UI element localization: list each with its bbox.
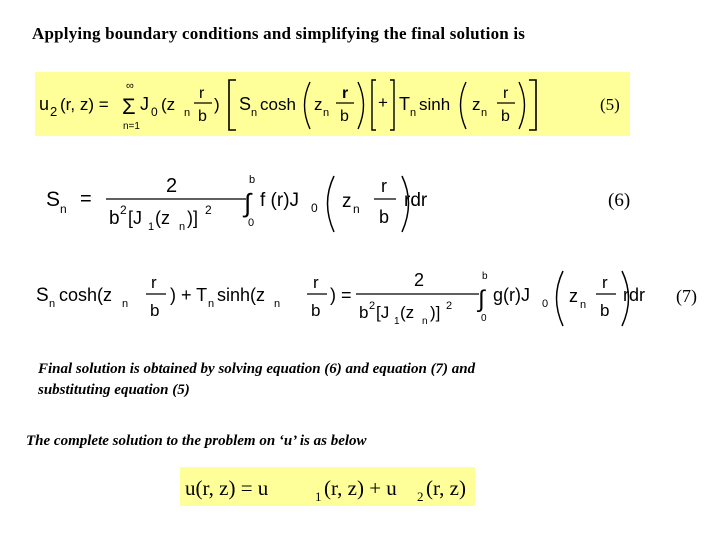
eq6-integrand: f (r)J [260, 190, 300, 211]
equation-5 [35, 72, 630, 136]
final-mid: (r, z) + u [324, 476, 397, 500]
svg-text:): ) [214, 95, 220, 114]
eq5-sum: Σ [122, 94, 136, 119]
eq5-frac2-den: b [340, 108, 349, 125]
eq5-args: (r, z) = [60, 95, 109, 114]
equation-6 [40, 168, 680, 240]
eq7-frac2-num: r [313, 273, 319, 292]
eq5-sum-top: ∞ [126, 80, 134, 92]
eq5-T-sub: n [410, 107, 417, 119]
eq6-eq: = [80, 188, 92, 210]
eq5-plus: + [378, 93, 388, 112]
eq5-frac3-den: b [501, 108, 510, 125]
eq7-den-close: )] [430, 303, 441, 322]
eq5-u-sub: 2 [50, 104, 58, 119]
eq6-integrand-sub: 0 [311, 201, 318, 215]
eq7-T-sub: n [208, 298, 215, 310]
eq5-bessel-sub: 0 [151, 105, 158, 119]
eq6-frac-den: b [379, 207, 390, 227]
eq7-cosh-sub: n [122, 298, 129, 310]
eq7-close-plus: ) + T [170, 285, 208, 305]
eq7-int-bottom: 0 [481, 313, 487, 324]
note-final-solution [38, 359, 475, 401]
eq5-zn-sub: n [184, 107, 191, 119]
eq5-cosh: cosh [260, 95, 296, 114]
eq7-tail: rdr [623, 285, 645, 305]
final-lhs: u(r, z) = u [185, 476, 269, 500]
eq7-frac2-den: b [311, 301, 321, 320]
eq6-int-bottom: 0 [248, 217, 255, 229]
eq7-num: 2 [414, 270, 425, 290]
final-rhs: (r, z) [426, 476, 466, 500]
eq5-S-sub: n [251, 107, 258, 119]
eq7-den-sq: 2 [369, 300, 376, 312]
eq5-z2-sub: n [481, 107, 488, 119]
final-u1-sub: 1 [315, 489, 322, 504]
eq7-frac1-num: r [151, 273, 157, 292]
eq5-frac1-den: b [198, 108, 207, 125]
eq7-number: (7) [676, 286, 697, 306]
eq7-den-z-sub: n [422, 316, 428, 327]
eq6-number: (6) [608, 190, 631, 211]
eq6-int: ∫ [244, 188, 252, 218]
eq5-z1-sub: n [323, 107, 330, 119]
eq7-frac3-den: b [600, 301, 610, 320]
eq6-S-sub: n [60, 202, 67, 216]
eq6-frac-num: r [381, 176, 387, 196]
eq5-bessel: J [140, 94, 149, 114]
eq6-tail: rdr [404, 190, 428, 211]
eq7-integrand-sub: 0 [542, 298, 549, 310]
eq6-den-z: (z [155, 208, 170, 228]
eq7-cosh: cosh(z [59, 285, 113, 305]
eq5-zn-open: (z [161, 95, 176, 114]
eq6-den-J-sub: 1 [148, 221, 155, 233]
eq6-den-z-sub: n [179, 221, 186, 233]
eq7-integrand: g(r)J [493, 285, 530, 305]
eq7-den-J: [J [376, 303, 390, 322]
eq7-int-top: b [482, 271, 488, 282]
equation-7 [34, 266, 716, 330]
eq5-u: u [39, 94, 50, 114]
eq7-frac1-den: b [150, 301, 160, 320]
eq7-den-sq2: 2 [446, 300, 453, 312]
eq6-z: z [342, 191, 352, 212]
eq6-den-sq: 2 [120, 203, 127, 217]
eq5-sum-bottom: n=1 [123, 121, 140, 132]
eq6-z-sub: n [353, 202, 360, 216]
eq7-sinh-sub: n [274, 298, 281, 310]
eq6-den-sq2: 2 [205, 203, 212, 217]
eq7-z-sub: n [580, 299, 587, 311]
eq5-sinh: sinh [419, 95, 451, 114]
eq7-z: z [569, 286, 578, 306]
final-equation [180, 467, 475, 506]
eq6-S: S [46, 188, 61, 211]
eq5-S: S [239, 94, 252, 114]
eq6-num: 2 [166, 175, 178, 197]
final-u2-sub: 2 [417, 489, 424, 504]
eq7-int: ∫ [478, 286, 485, 313]
eq5-T: T [399, 94, 410, 114]
eq6-den-b: b [109, 208, 120, 229]
eq5-frac3-num: r [503, 85, 509, 102]
eq7-frac3-num: r [602, 273, 608, 292]
eq6-int-top: b [249, 174, 256, 186]
eq6-den-J: [J [128, 208, 143, 228]
eq6-den-close: )] [187, 208, 198, 228]
note-complete-solution: The complete solution to the problem on ‘u’ is as below [26, 433, 367, 449]
eq5-number: (5) [600, 95, 620, 114]
note-line-2: substituting equation (5) [38, 382, 190, 398]
eq7-den-z: (z [400, 303, 415, 322]
note-line-1: Final solution is obtained by solving equation (6) and equation (7) and [38, 361, 476, 377]
eq7-den-b: b [359, 303, 369, 322]
eq5-frac1-num: r [199, 85, 205, 102]
eq7-S-sub: n [49, 298, 56, 310]
eq7-sinh: sinh(z [217, 285, 266, 305]
eq7-close-eq: ) = [330, 285, 352, 305]
eq7-S: S [36, 285, 49, 306]
eq5-frac2-num: r [342, 85, 349, 102]
page-heading: Applying boundary conditions and simplifying the final solution is [32, 24, 526, 43]
eq5-z2: z [472, 95, 481, 114]
eq7-den-J-sub: 1 [394, 316, 400, 327]
eq5-z1: z [314, 95, 323, 114]
